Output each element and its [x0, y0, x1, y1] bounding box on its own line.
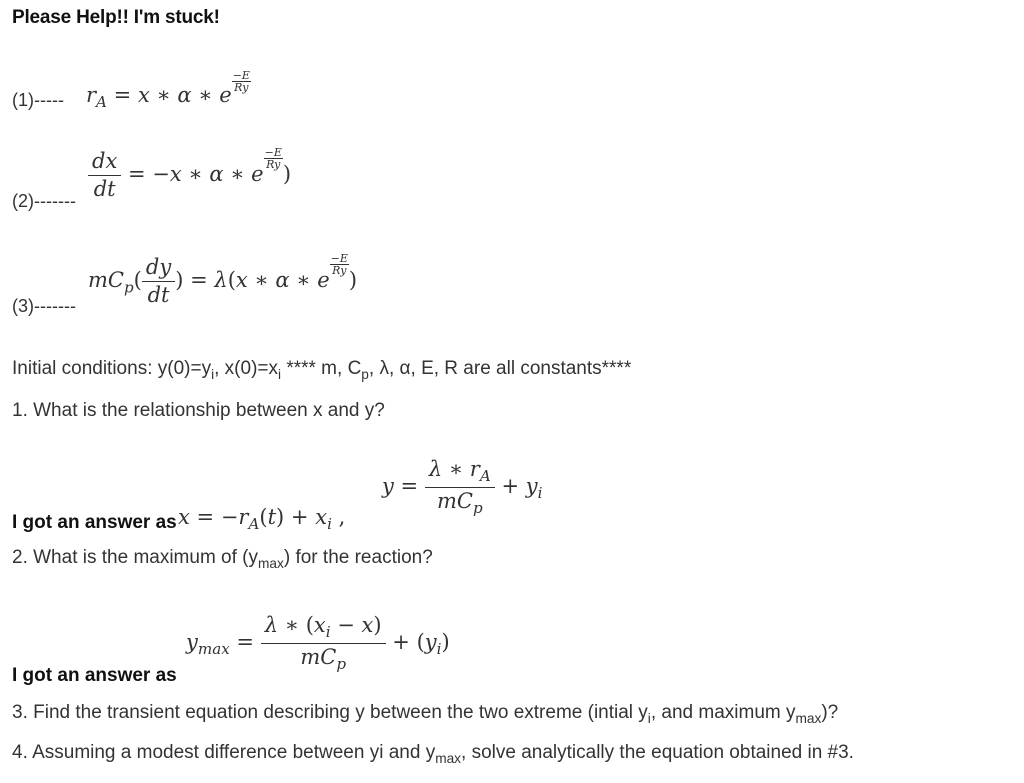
- answer-2-label: I got an answer as: [12, 665, 177, 686]
- answer-1-equation-y: y = $\frac{\lambda ∗ r_A}{mC_p}$ + $y_i$: [382, 457, 543, 517]
- question-3: 3. Find the transient equation describing y between the two extreme (intial $y_i$, and maximum $y_{max}$)?: [12, 702, 839, 726]
- equation-3-label: (3)-------: [12, 296, 76, 316]
- equation-1: $r_A = x$ ∗ α ∗ e $\frac{-E}{Ry}$: [86, 69, 250, 112]
- answer-1-label: I got an answer as: [12, 512, 177, 533]
- equation-1-label: (1)-----: [12, 90, 64, 110]
- question-2: 2. What is the maximum of $(y_{max})$ for the reaction?: [12, 547, 433, 571]
- page-title: Please Help!! I'm stuck!: [12, 7, 220, 28]
- question-1: 1. What is the relationship between x and y?: [12, 400, 385, 421]
- equation-2: $\frac{dx}{dt}$ = −x ∗ α ∗ e $\frac{-E}{Ry}$ ): [88, 150, 291, 201]
- equation-3: $mC_p$( $\frac{dy}{dt}$ ) = λ(x ∗ α ∗ e $\frac{-E}{Ry}$ ): [88, 252, 358, 308]
- answer-2-equation: $y_{max}$ = $\frac{\lambda ∗ (x_i - x)}{mC_p}$ + $(y_i)$: [186, 613, 450, 673]
- answer-1-equation-x: $x = -r_A(t) + x_i$ ,: [178, 505, 346, 534]
- question-4: 4. Assuming a modest difference between yi and $y_{max}$, solve analytically the equation obtained in #3.: [12, 742, 854, 766]
- equation-2-label: (2)-------: [12, 191, 76, 211]
- initial-conditions: Initial conditions: $y(0)=y_i$, $x(0)=x_i$ **** m, $C_p$, λ, α, E, R are all constants****: [12, 358, 632, 382]
